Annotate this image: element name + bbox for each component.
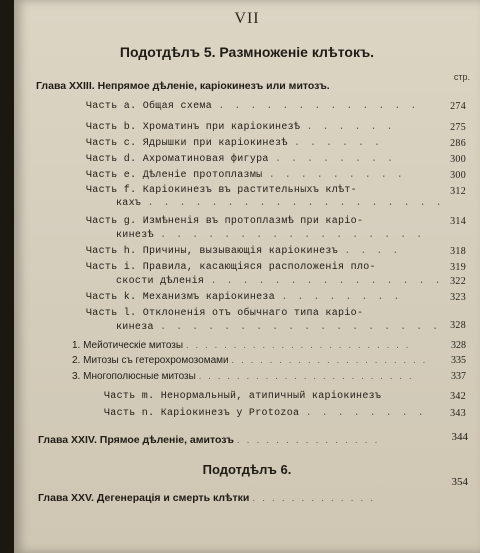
toc-entry: Часть k. Механизмъ каріокинеза . . . . . . . . 323 bbox=[86, 292, 466, 303]
numbered-entry: 2. Митозы съ гетерохромозомами . . . . . . . . . . . . . . . . . . . . . 335 bbox=[72, 355, 466, 366]
toc-page: 286 bbox=[450, 138, 466, 149]
toc-entry-continuation: кинеза . . . . . . . . . . . . . . . . . . 328 bbox=[116, 320, 466, 333]
toc-page: 275 bbox=[450, 122, 466, 133]
toc-entry: Часть m. Ненормальный, атипичный каріокинезъ 342 bbox=[104, 391, 466, 402]
toc-entry: Часть l. Отклоненія отъ обычнаго типа каріо- bbox=[86, 308, 364, 319]
toc-entry: Часть i. Правила, касающіяся расположенія пло- 319 bbox=[86, 262, 466, 273]
toc-entry-continuation: кинезѣ . . . . . . . . . . . . . . . . . bbox=[116, 230, 425, 241]
toc-page: 300 bbox=[450, 154, 466, 165]
toc-page: 274 bbox=[450, 101, 466, 112]
toc-page: 312 bbox=[450, 186, 466, 197]
toc-page: 328 bbox=[451, 340, 466, 351]
subdivision-5-title: Подотдѣлъ 5. Размноженіе клѣтокъ. bbox=[119, 44, 375, 60]
chapter-23-title bbox=[36, 80, 468, 92]
toc-entry: Часть f. Каріокинезъ въ растительныхъ клѣт- bbox=[86, 185, 357, 196]
book-page bbox=[14, 0, 480, 553]
toc-page: 344 bbox=[451, 431, 468, 443]
toc-entry: Часть g. Измѣненія въ протоплазмѣ при каріо- 314 bbox=[86, 216, 466, 227]
toc-entry: Часть c. Ядрышки при каріокинезѣ . . . . . . 286 bbox=[86, 138, 466, 149]
page-number: VII bbox=[234, 10, 260, 27]
chapter-24-title: Глава XXIV. Прямое дѣленіе, амитозъ . . . . . . . . . . . . . . . 344 bbox=[38, 431, 468, 446]
toc-page: 319 bbox=[450, 262, 466, 273]
toc-page: 322 bbox=[450, 276, 466, 287]
toc-page: 314 bbox=[450, 216, 466, 227]
toc-entry: Часть b. Хроматинъ при каріокинезѣ . . . . . . 275 bbox=[86, 122, 466, 133]
toc-page: 318 bbox=[450, 246, 466, 257]
toc-entry: Часть d. Ахроматиновая фигура . . . . . . . . 300 bbox=[86, 154, 466, 165]
toc-page: 343 bbox=[450, 408, 466, 419]
numbered-entry: 3. Многополюсные митозы . . . . . . . . . . . . . . . . . . . . . . . 337 bbox=[72, 371, 466, 382]
toc-page: 337 bbox=[451, 371, 466, 382]
toc-entry: Часть e. Дѣленіе протоплазмы . . . . . . . . . 300 bbox=[86, 170, 466, 181]
toc-page: 342 bbox=[450, 391, 466, 402]
toc-page: 335 bbox=[451, 355, 466, 366]
chapter-25-title: Глава XXV. Дегенерація и смерть клѣтки . . . . . . . . . . . . . 354 bbox=[38, 476, 468, 504]
numbered-entry: 1. Мейотическіе митозы . . . . . . . . . . . . . . . . . . . . . . . . 328 bbox=[72, 340, 466, 351]
toc-entry-continuation: кахъ . . . . . . . . . . . . . . . . . . . 312 bbox=[116, 186, 466, 209]
page-column-label: стр. bbox=[453, 72, 470, 82]
subdivision-6-title: Подотдѣлъ 6. bbox=[202, 462, 292, 477]
chapter-23-text: Глава XXIII. Непрямое дѣленіе, каріокинезъ или митозъ. bbox=[36, 80, 330, 92]
toc-page: 328 bbox=[450, 320, 466, 331]
toc-entry: Часть n. Каріокинезъ у Protozoa . . . . . . . . 343 bbox=[104, 408, 466, 419]
toc-entry-continuation: скости дѣленія . . . . . . . . . . . . . . . 322 bbox=[116, 276, 466, 287]
toc-entry: Часть h. Причины, вызывающія каріокинезъ . . . . 318 bbox=[86, 246, 466, 257]
toc-page: 300 bbox=[450, 170, 466, 181]
toc-entry: Часть a. Общая схема . . . . . . . . . . . . . 274 bbox=[86, 101, 466, 112]
toc-page: 323 bbox=[450, 292, 466, 303]
toc-page: 354 bbox=[451, 476, 468, 488]
